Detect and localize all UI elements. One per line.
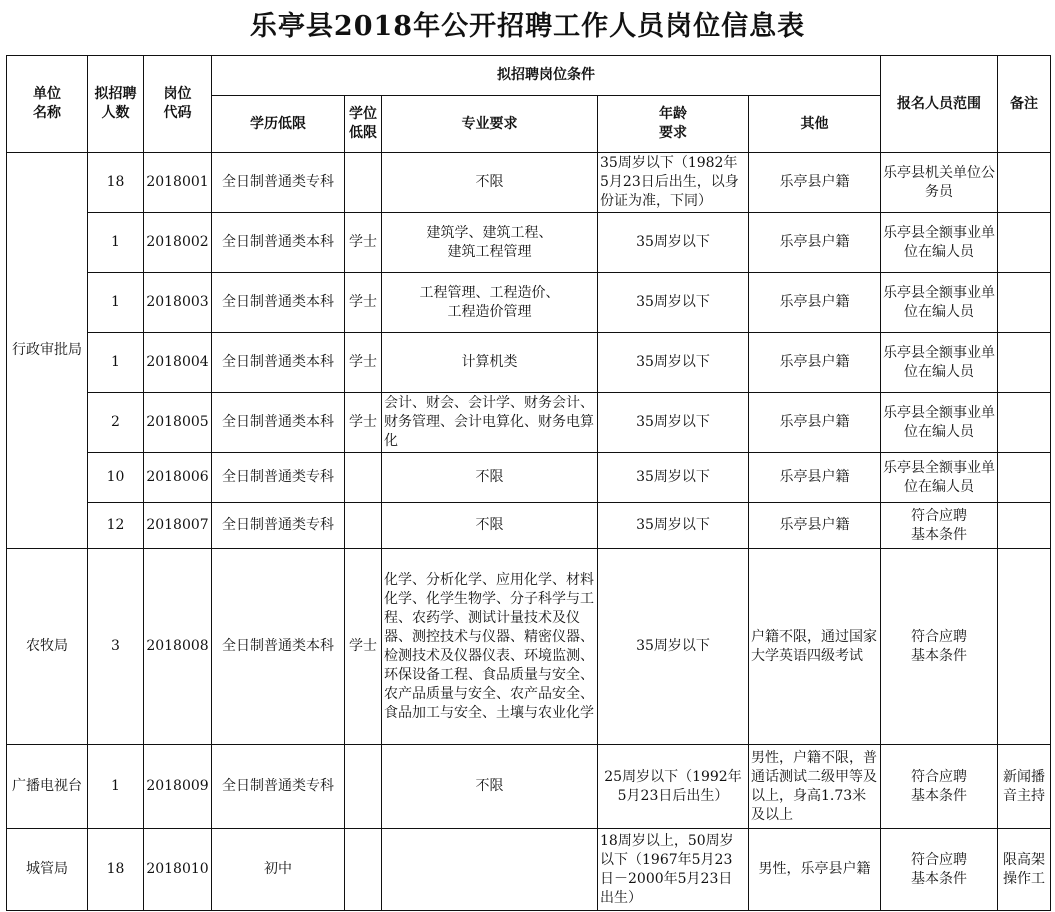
cell-education: 初中 [212,829,345,911]
cell-count: 1 [88,213,144,273]
cell-code: 2018007 [144,503,212,549]
cell-scope: 符合应聘 基本条件 [881,829,998,911]
header-education: 学历低限 [212,96,345,153]
cell-count: 1 [88,273,144,333]
cell-other: 乐亭县户籍 [749,213,881,273]
cell-major: 不限 [382,503,598,549]
cell-other: 乐亭县户籍 [749,453,881,503]
page-title: 乐亭县2018年公开招聘工作人员岗位信息表 [249,11,806,42]
cell-code: 2018009 [144,745,212,829]
cell-major: 工程管理、工程造价、 工程造价管理 [382,273,598,333]
cell-other: 乐亭县户籍 [749,393,881,453]
header-unit: 单位 名称 [7,56,88,153]
cell-age: 35周岁以下 [598,453,749,503]
cell-age: 35周岁以下 [598,213,749,273]
cell-other: 男性，乐亭县户籍 [749,829,881,911]
cell-degree [345,503,382,549]
header-degree: 学位 低限 [345,96,382,153]
header-major: 专业要求 [382,96,598,153]
cell-degree [345,829,382,911]
cell-code: 2018003 [144,273,212,333]
cell-count: 1 [88,333,144,393]
cell-other: 乐亭县户籍 [749,273,881,333]
table-row [7,213,1051,273]
cell-code: 2018004 [144,333,212,393]
cell-scope: 乐亭县全额事业单位在编人员 [881,453,998,503]
cell-note [998,273,1051,333]
cell-scope: 符合应聘 基本条件 [881,549,998,745]
cell-age: 35周岁以下 [598,333,749,393]
cell-education: 全日制普通类专科 [212,153,345,213]
header-conditions: 拟招聘岗位条件 [212,56,881,96]
table-row [7,333,1051,393]
cell-note [998,213,1051,273]
cell-other: 乐亭县户籍 [749,153,881,213]
cell-other: 户籍不限，通过国家大学英语四级考试 [749,549,881,745]
cell-unit: 农牧局 [7,549,88,745]
positions-table [6,55,1051,911]
table-row [7,453,1051,503]
cell-other: 乐亭县户籍 [749,333,881,393]
cell-scope: 乐亭县全额事业单位在编人员 [881,273,998,333]
header-age: 年龄 要求 [598,96,749,153]
table-row [7,393,1051,453]
cell-note: 限高架操作工 [998,829,1051,911]
table-body [7,153,1051,911]
cell-degree: 学士 [345,213,382,273]
cell-education: 全日制普通类专科 [212,745,345,829]
header-scope: 报名人员范围 [881,56,998,153]
cell-count: 10 [88,453,144,503]
cell-code: 2018010 [144,829,212,911]
cell-age: 35周岁以下 [598,549,749,745]
cell-unit: 广播电视台 [7,745,88,829]
cell-unit: 城管局 [7,829,88,911]
cell-count: 3 [88,549,144,745]
cell-degree: 学士 [345,273,382,333]
cell-age: 35周岁以下 [598,273,749,333]
cell-major: 建筑学、建筑工程、 建筑工程管理 [382,213,598,273]
cell-count: 1 [88,745,144,829]
header-other: 其他 [749,96,881,153]
cell-code: 2018006 [144,453,212,503]
cell-note [998,393,1051,453]
header-code: 岗位 代码 [144,56,212,153]
cell-major: 化学、分析化学、应用化学、材料化学、化学生物学、分子科学与工程、农药学、测试计量技术及仪器、测控技术与仪器、精密仪器、检测技术及仪器仪表、环境监测、环保设备工程、食品质量与安全、农产品质量与安全、农产品安全、食品加工与安全、土壤与农业化学 [382,549,598,745]
cell-note: 新闻播音主持 [998,745,1051,829]
cell-count: 18 [88,153,144,213]
cell-education: 全日制普通类本科 [212,549,345,745]
cell-note [998,153,1051,213]
cell-code: 2018002 [144,213,212,273]
header-count: 拟招聘 人数 [88,56,144,153]
cell-major: 不限 [382,745,598,829]
cell-major: 计算机类 [382,333,598,393]
cell-major: 会计、财会、会计学、财务会计、财务管理、会计电算化、财务电算化 [382,393,598,453]
cell-major: 不限 [382,453,598,503]
cell-age: 25周岁以下（1992年5月23日后出生） [598,745,749,829]
cell-code: 2018005 [144,393,212,453]
table-row [7,153,1051,213]
table-row [7,503,1051,549]
cell-major [382,829,598,911]
cell-count: 12 [88,503,144,549]
cell-scope: 乐亭县全额事业单位在编人员 [881,213,998,273]
cell-education: 全日制普通类专科 [212,453,345,503]
table-row [7,829,1051,911]
cell-degree: 学士 [345,333,382,393]
cell-note [998,453,1051,503]
cell-degree [345,745,382,829]
cell-note [998,333,1051,393]
cell-scope: 乐亭县全额事业单位在编人员 [881,333,998,393]
cell-education: 全日制普通类本科 [212,333,345,393]
cell-scope: 符合应聘 基本条件 [881,503,998,549]
cell-unit: 行政审批局 [7,153,88,549]
cell-other: 男性，户籍不限，普通话测试二级甲等及以上，身高1.73米及以上 [749,745,881,829]
cell-scope: 符合应聘 基本条件 [881,745,998,829]
cell-age: 35周岁以下（1982年5月23日后出生，以身份证为准，下同） [598,153,749,213]
cell-education: 全日制普通类本科 [212,273,345,333]
table-row [7,549,1051,745]
cell-degree [345,153,382,213]
cell-other: 乐亭县户籍 [749,503,881,549]
cell-count: 2 [88,393,144,453]
header-note: 备注 [998,56,1051,153]
cell-code: 2018001 [144,153,212,213]
cell-degree: 学士 [345,393,382,453]
cell-count: 18 [88,829,144,911]
cell-education: 全日制普通类专科 [212,503,345,549]
cell-code: 2018008 [144,549,212,745]
cell-age: 35周岁以下 [598,503,749,549]
cell-note [998,503,1051,549]
cell-scope: 乐亭县机关单位公务员 [881,153,998,213]
cell-education: 全日制普通类本科 [212,393,345,453]
cell-degree: 学士 [345,549,382,745]
cell-age: 18周岁以上，50周岁以下（1967年5月23日－2000年5月23日出生） [598,829,749,911]
cell-education: 全日制普通类本科 [212,213,345,273]
cell-major: 不限 [382,153,598,213]
table-row [7,273,1051,333]
cell-age: 35周岁以下 [598,393,749,453]
cell-degree [345,453,382,503]
cell-scope: 乐亭县全额事业单位在编人员 [881,393,998,453]
table-row [7,745,1051,829]
cell-note [998,549,1051,745]
